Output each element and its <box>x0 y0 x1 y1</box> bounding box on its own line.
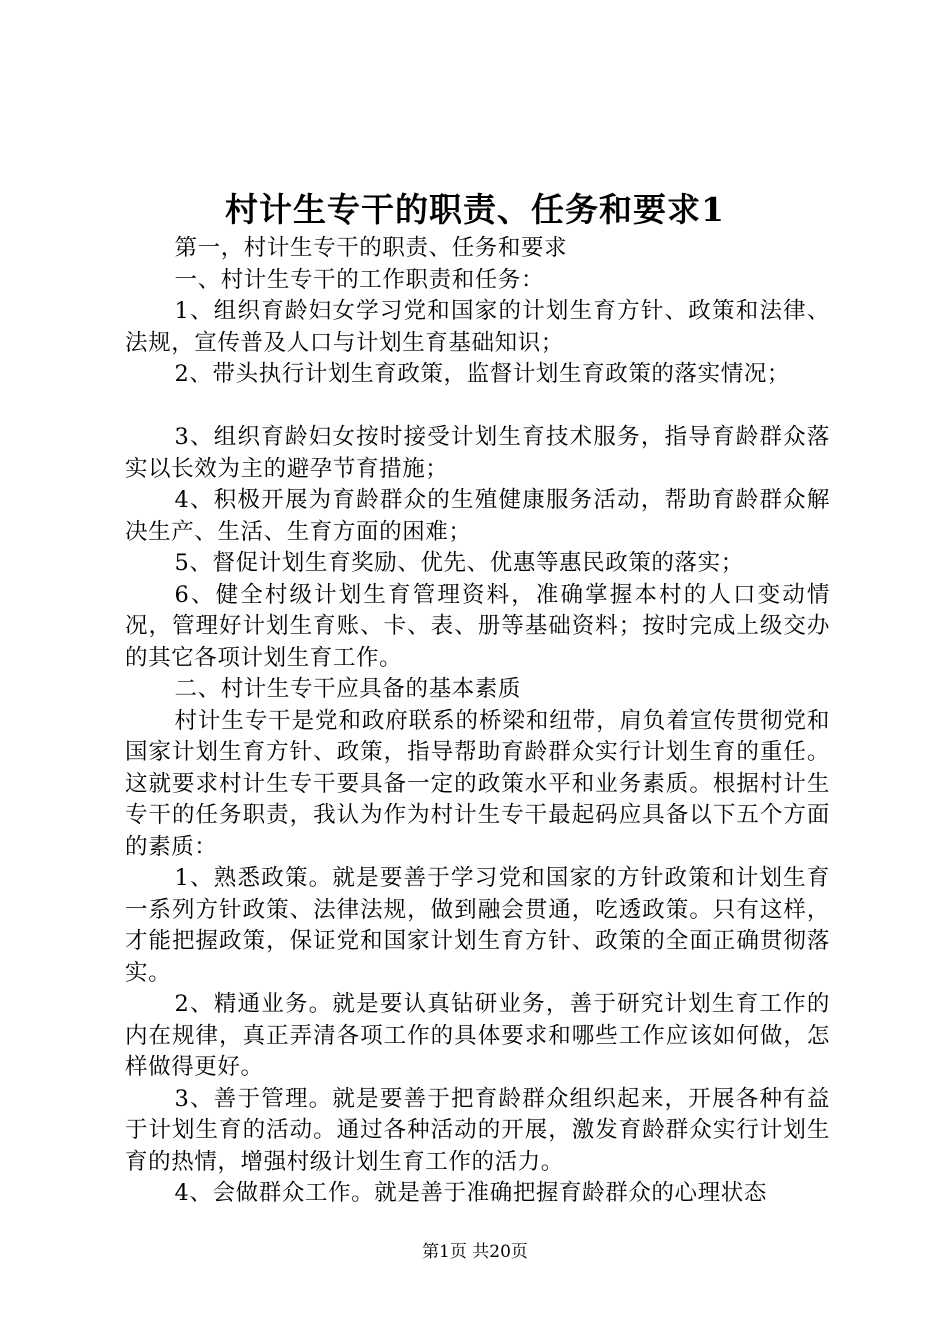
paragraph-quality-1: 1、熟悉政策。就是要善于学习党和国家的方针政策和计划生育一系列方针政策、法律法规，做到融会贯通，吃透政策。只有这样，才能把握政策，保证党和国家计划生育方针、政策的全面正确贯彻落实。 <box>125 865 830 986</box>
paragraph-section-one-heading: 一、村计生专干的工作职责和任务： <box>174 266 545 293</box>
paragraph-section-two-intro: 村计生专干是党和政府联系的桥梁和纽带，肩负着宣传贯彻党和国家计划生育方针、政策，指导帮助育龄群众实行计划生育的重任。这就要求村计生专干要具备一定的政策水平和业务素质。根据村计生专干的任务职责，我认为作为村计生专干最起码应具备以下五个方面的素质： <box>125 707 830 860</box>
page-number-footer: 第1页 共20页 <box>422 1242 528 1262</box>
paragraph-section-two-heading: 二、村计生专干应具备的基本素质 <box>174 676 522 702</box>
paragraph-heading-first: 第一，村计生专干的职责、任务和要求 <box>174 235 568 261</box>
paragraph-duty-2: 2、带头执行计划生育政策，监督计划生育政策的落实情况； <box>174 361 791 387</box>
paragraph-duty-1: 1、组织育龄妇女学习党和国家的计划生育方针、政策和法律、法规，宣传普及人口与计划生育基础知识； <box>125 298 830 356</box>
paragraph-duty-5: 5、督促计划生育奖励、优先、优惠等惠民政策的落实； <box>174 550 744 576</box>
paragraph-duty-3: 3、组织育龄妇女按时接受计划生育技术服务，指导育龄群众落实以长效为主的避孕节育措施； <box>125 424 830 482</box>
paragraph-duty-6: 6、健全村级计划生育管理资料，准确掌握本村的人口变动情况，管理好计划生育账、卡、表、册等基础资料；按时完成上级交办的其它各项计划生育工作。 <box>125 581 830 671</box>
paragraph-duty-4: 4、积极开展为育龄群众的生殖健康服务活动，帮助育龄群众解决生产、生活、生育方面的困难； <box>125 487 830 545</box>
paragraph-quality-4: 4、会做群众工作。就是善于准确把握育龄群众的心理状态 <box>174 1180 767 1206</box>
paragraph-quality-2: 2、精通业务。就是要认真钻研业务，善于研究计划生育工作的内在规律，真正弄清各项工作的具体要求和哪些工作应该如何做，怎样做得更好。 <box>125 991 830 1080</box>
document-body <box>125 233 830 1210</box>
document-title: 村计生专干的职责、任务和要求1 <box>225 190 725 229</box>
paragraph-quality-3: 3、善于管理。就是要善于把育龄群众组织起来，开展各种有益于计划生育的活动。通过各种活动的开展，激发育龄群众实行计划生育的热情，增强村级计划生育工作的活力。 <box>125 1085 830 1175</box>
